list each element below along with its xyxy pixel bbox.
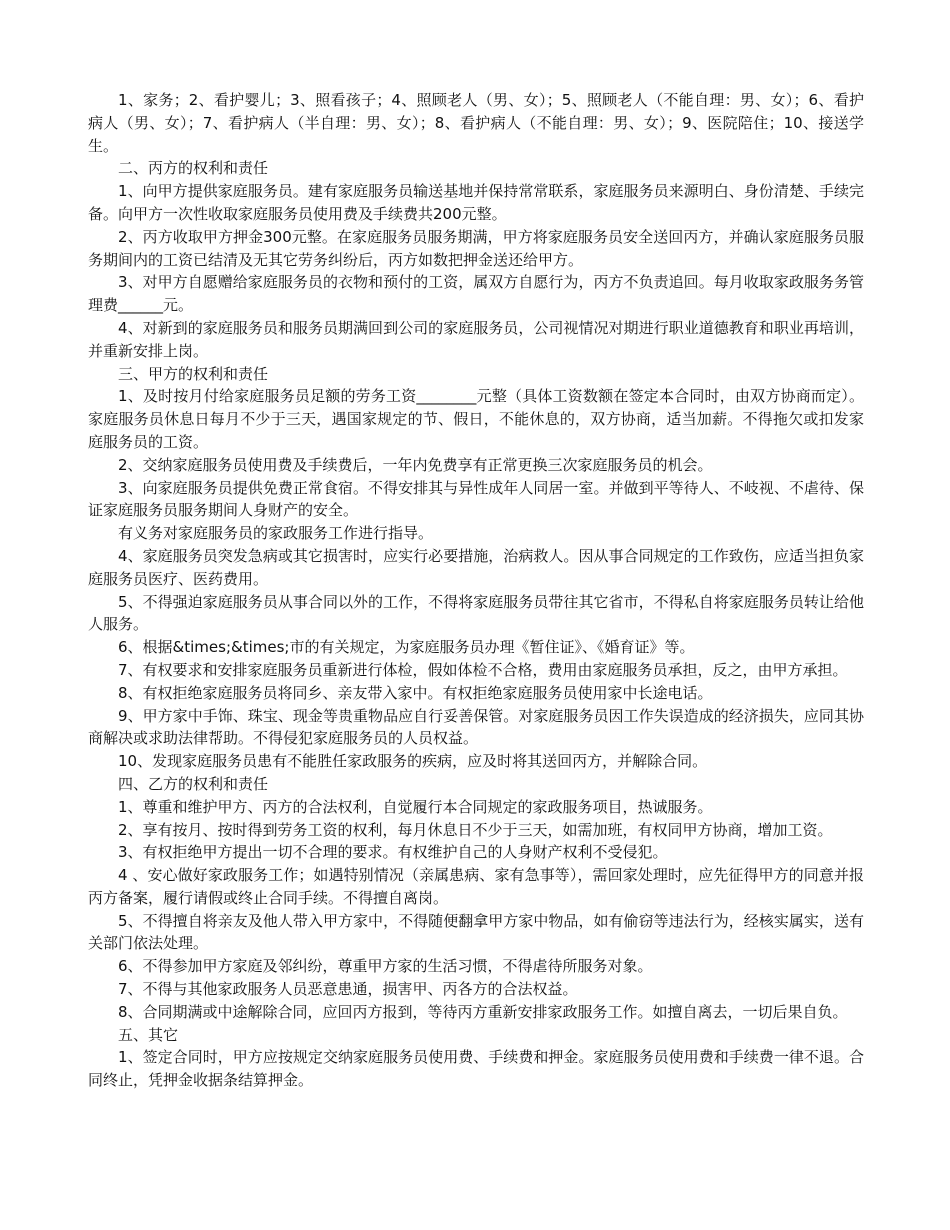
clause-paragraph: 3、对甲方自愿赠给家庭服务员的衣物和预付的工资，属双方自愿行为，丙方不负责追回。每月收取家政服务务管理费______元。 <box>88 273 864 315</box>
clause-paragraph: 10、发现家庭服务员患有不能胜任家政服务的疾病，应及时将其送回丙方，并解除合同。 <box>118 752 708 771</box>
clause-paragraph: 6、不得参加甲方家庭及邻纠纷，尊重甲方家的生活习惯，不得虐待所服务对象。 <box>118 957 653 976</box>
clause-paragraph: 有义务对家庭服务员的家政服务工作进行指导。 <box>118 524 434 543</box>
clause-paragraph: 5、不得擅自将亲友及他人带入甲方家中，不得随便翻拿甲方家中物品，如有偷窃等违法行为，经核实属实，送有关部门依法处理。 <box>88 911 864 953</box>
clause-paragraph: 1、尊重和维护甲方、丙方的合法权利，自觉履行本合同规定的家政服务项目，热诚服务。 <box>118 797 713 816</box>
clause-paragraph: 7、有权要求和安排家庭服务员重新进行体检，假如体检不合格，费用由家庭服务员承担，反之，由甲方承担。 <box>118 660 848 679</box>
clause-paragraph: 8、合同期满或中途解除合同，应回丙方报到，等待丙方重新安排家政服务工作。如擅自离去，一切后果自负。 <box>118 1002 848 1021</box>
clause-paragraph: 5、不得强迫家庭服务员从事合同以外的工作，不得将家庭服务员带往其它省市，不得私自将家庭服务员转让给他人服务。 <box>88 592 864 634</box>
clause-paragraph: 1、向甲方提供家庭服务员。建有家庭服务员输送基地并保持常常联系，家庭服务员来源明白、身份清楚、手续完备。向甲方一次性收取家庭服务员使用费及手续费共200元整。 <box>88 182 864 223</box>
clause-paragraph: 4、对新到的家庭服务员和服务员期满回到公司的家庭服务员，公司视情况对期进行职业道德教育和职业再培训，并重新安排上岗。 <box>88 318 864 360</box>
clause-paragraph: 1、及时按月付给家庭服务员足额的劳务工资________元整（具体工资数额在签定本合同时，由双方协商而定）。家庭服务员休息日每月不少于三天，遇国家规定的节、假日，不能休息的，双方协商，适当加薪。不得拖欠或扣发家庭服务员的工资。 <box>88 387 864 451</box>
clause-paragraph: 8、有权拒绝家庭服务员将同乡、亲友带入家中。有权拒绝家庭服务员使用家中长途电话。 <box>118 683 713 702</box>
clause-paragraph: 4 、安心做好家政服务工作；如遇特别情况（亲属患病、家有急事等），需回家处理时，应先征得甲方的同意并报丙方备案，履行请假或终止合同手续。不得擅自离岗。 <box>88 866 864 907</box>
service-items-paragraph: 1、家务；2、看护婴儿；3、照看孩子；4、照顾老人（男、女）；5、照顾老人（不能自理：男、女）；6、看护病人（男、女）；7、看护病人（半自理：男、女）；8、看护病人（不能自理：男、女）；9、医院陪住；10、接送学生。 <box>88 91 864 155</box>
clause-paragraph: 4、家庭服务员突发急病或其它损害时，应实行必要措施，治病救人。因从事合同规定的工作致伤，应适当担负家庭服务员医疗、医药费用。 <box>88 546 864 588</box>
clause-paragraph: 3、向家庭服务员提供免费正常食宿。不得安排其与异性成年人同居一室。并做到平等待人、不岐视、不虐待、保证家庭服务员服务期间人身财产的安全。 <box>88 478 864 520</box>
clause-paragraph: 2、享有按月、按时得到劳务工资的权利，每月休息日不少于三天，如需加班，有权同甲方协商，增加工资。 <box>118 820 833 839</box>
section-heading-party-a: 三、甲方的权利和责任 <box>118 364 269 383</box>
clause-paragraph: 2、交纳家庭服务员使用费及手续费后，一年内免费享有正常更换三次家庭服务员的机会。 <box>118 455 713 474</box>
section-heading-party-c: 二、丙方的权利和责任 <box>118 159 269 178</box>
clause-paragraph: 9、甲方家中手饰、珠宝、现金等贵重物品应自行妥善保管。对家庭服务员因工作失误造成的经济损失，应同其协商解决或求助法律帮助。不得侵犯家庭服务员的人员权益。 <box>88 706 864 748</box>
clause-paragraph: 1、签定合同时，甲方应按规定交纳家庭服务员使用费、手续费和押金。家庭服务员使用费和手续费一律不退。合同终止，凭押金收据条结算押金。 <box>88 1048 864 1090</box>
clause-paragraph: 3、有权拒绝甲方提出一切不合理的要求。有权维护自己的人身财产权利不受侵犯。 <box>118 843 668 862</box>
clause-paragraph: 6、根据&times;&times;市的有关规定，为家庭服务员办理《暂住证》、《婚育证》等。 <box>118 638 695 657</box>
section-heading-party-b: 四、乙方的权利和责任 <box>118 774 269 793</box>
clause-paragraph: 2、丙方收取甲方押金300元整。在家庭服务员服务期满，甲方将家庭服务员安全送回丙方，并确认家庭服务员服务期间内的工资已结清及无其它劳务纠纷后，丙方如数把押金送还给甲方。 <box>88 227 864 269</box>
clause-paragraph: 7、不得与其他家政服务人员恶意患通，损害甲、丙各方的合法权益。 <box>118 980 578 999</box>
section-heading-other: 五、其它 <box>118 1025 179 1044</box>
